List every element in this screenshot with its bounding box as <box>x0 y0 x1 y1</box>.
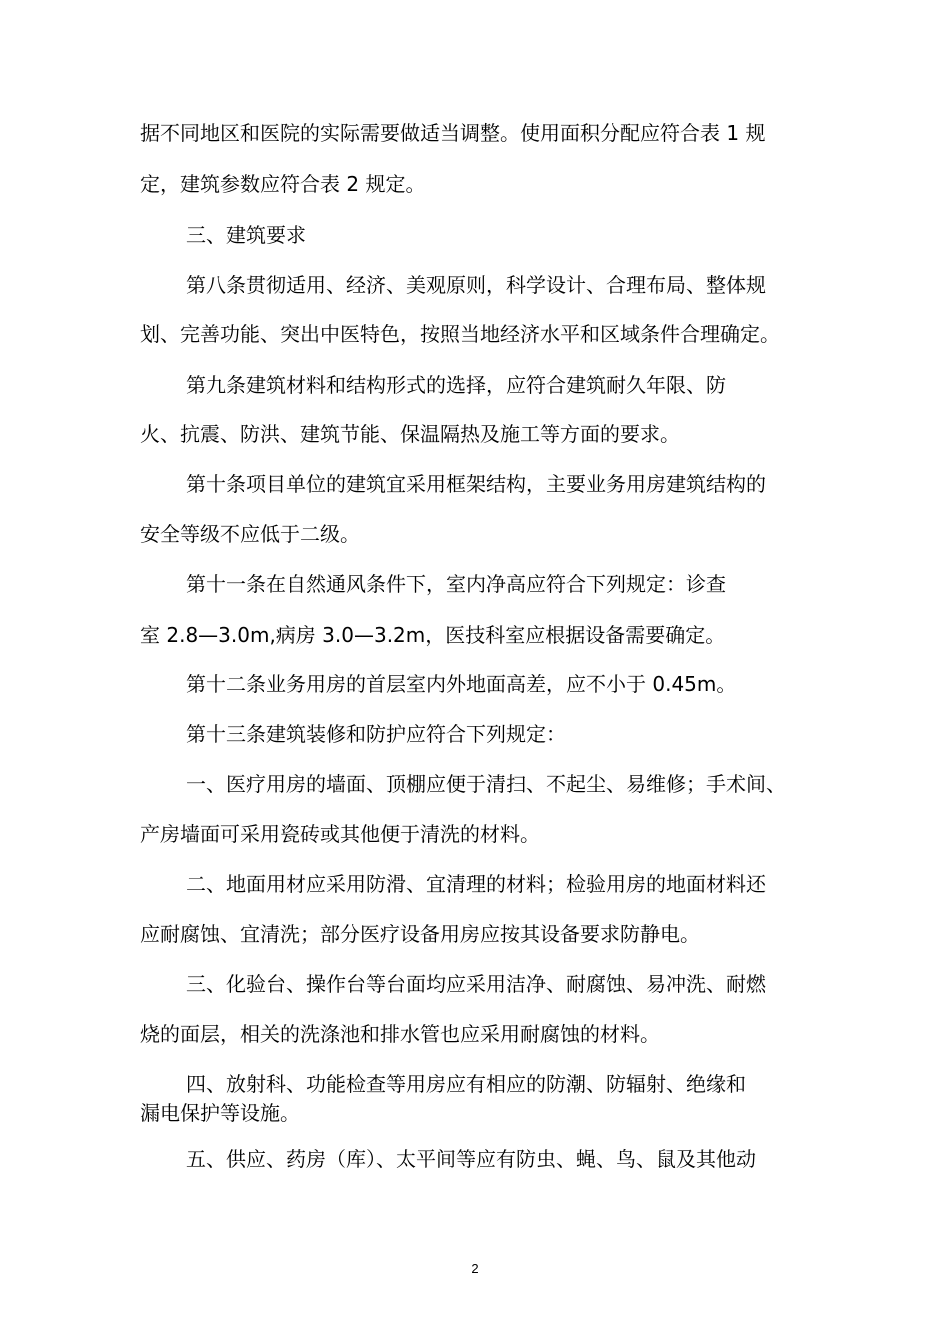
text-line-20: 四、放射科、功能检查等用房应有相应的防潮、防辐射、绝缘和 <box>186 1072 746 1096</box>
page-number: 2 <box>471 1261 479 1276</box>
text-line-22: 五、供应、药房（库）、太平间等应有防虫、蝇、鸟、鼠及其他动 <box>186 1147 756 1171</box>
text-line-13: 第十三条建筑装修和防护应符合下列规定： <box>186 722 566 746</box>
text-line-11: 室 2.8—3.0m,病房 3.0—3.2m，医技科室应根据设备需要确定。 <box>140 623 726 647</box>
text-line-7: 火、抗震、防洪、建筑节能、保温隔热及施工等方面的要求。 <box>140 422 680 446</box>
text-line-4: 第八条贯彻适用、经济、美观原则，科学设计、合理布局、整体规 <box>186 273 766 297</box>
text-line-12: 第十二条业务用房的首层室内外地面高差，应不小于 0.45m。 <box>186 672 737 696</box>
text-line-6: 第九条建筑材料和结构形式的选择，应符合建筑耐久年限、防 <box>186 373 726 397</box>
text-line-2: 定，建筑参数应符合表 2 规定。 <box>140 172 426 196</box>
text-line-5: 划、完善功能、突出中医特色，按照当地经济水平和区域条件合理确定。 <box>140 322 780 346</box>
text-line-14: 一、医疗用房的墙面、顶棚应便于清扫、不起尘、易维修；手术间、 <box>186 772 786 796</box>
text-line-1: 据不同地区和医院的实际需要做适当调整。使用面积分配应符合表 1 规 <box>140 121 766 145</box>
text-line-17: 应耐腐蚀、宜清洗；部分医疗设备用房应按其设备要求防静电。 <box>140 922 700 946</box>
section-heading: 三、建筑要求 <box>186 223 306 247</box>
text-line-16: 二、地面用材应采用防滑、宜清理的材料；检验用房的地面材料还 <box>186 872 766 896</box>
text-line-15: 产房墙面可采用瓷砖或其他便于清洗的材料。 <box>140 822 540 846</box>
text-line-8: 第十条项目单位的建筑宜采用框架结构，主要业务用房建筑结构的 <box>186 472 766 496</box>
text-line-19: 烧的面层，相关的洗涤池和排水管也应采用耐腐蚀的材料。 <box>140 1022 660 1046</box>
text-line-10: 第十一条在自然通风条件下，室内净高应符合下列规定：诊查 <box>186 572 726 596</box>
text-line-9: 安全等级不应低于二级。 <box>140 522 360 546</box>
text-line-21: 漏电保护等设施。 <box>140 1101 300 1125</box>
text-line-18: 三、化验台、操作台等台面均应采用洁净、耐腐蚀、易冲洗、耐燃 <box>186 972 766 996</box>
